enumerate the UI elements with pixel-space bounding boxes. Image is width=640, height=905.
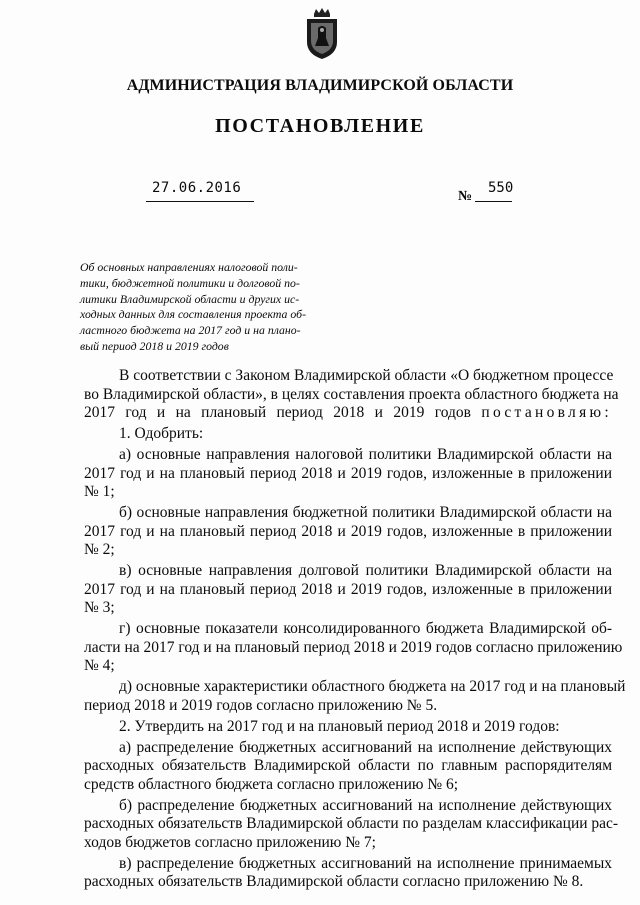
- subject-line: вый период 2018 и 2019 годов: [80, 338, 229, 353]
- body-line: д) основные характеристики областного бюджета на 2017 год и на плановый: [119, 678, 626, 695]
- body-line: 1. Одобрить:: [119, 425, 204, 442]
- body-line: расходных обязательств Владимирской области согласно приложению № 8.: [84, 873, 584, 890]
- item-1g-paragraph: [84, 620, 623, 676]
- subject-line: ластного бюджета на 2017 год и на плано-: [80, 323, 301, 338]
- document-body: [84, 367, 626, 894]
- item-1a-paragraph: [84, 446, 612, 502]
- organization-title: АДМИНИСТРАЦИЯ ВЛАДИМИРСКОЙ ОБЛАСТИ: [126, 77, 514, 94]
- body-line: б) распределение бюджетных ассигнований на исполнение действующих: [119, 796, 612, 814]
- document-subject: [80, 260, 335, 355]
- item-1d-paragraph: [84, 678, 626, 715]
- subject-line: литики Владимирской области и других ис-: [80, 291, 300, 306]
- body-line: 2. Утвердить на 2017 год и на плановый период 2018 и 2019 годов:: [119, 717, 560, 735]
- body-line: № 3;: [84, 599, 115, 616]
- body-line: г) основные показатели консолидированного бюджета Владимирской об-: [119, 620, 612, 637]
- body-line: 2017 год и на плановый период 2018 и 2019 годов, изложенные в приложении: [84, 522, 612, 540]
- subject-line: ходных данных для составления проекта об-: [80, 307, 306, 322]
- body-line: В соответствии с Законом Владимирской области «О бюджетном процессе: [119, 367, 614, 384]
- body-line: б) основные направления бюджетной политики Владимирской области на: [119, 504, 612, 521]
- coat-of-arms-emblem: [305, 8, 339, 60]
- body-line: а) основные направления налоговой политики Владимирской области на: [119, 446, 612, 463]
- subject-line: тики, бюджетной политики и долговой по-: [80, 275, 300, 290]
- body-line: 2017 год и на плановый период 2018 и 2019 годов, изложенные в приложении: [84, 580, 612, 598]
- item-2v-paragraph: [84, 855, 612, 892]
- item-2-heading: [84, 718, 612, 737]
- body-line: № 2;: [84, 541, 115, 558]
- body-line: расходных обязательств Владимирской области по главным распорядителям: [84, 757, 612, 774]
- number-underline: [475, 201, 512, 202]
- document-date: 27.06.2016: [152, 180, 242, 196]
- item-1-heading: [84, 425, 612, 444]
- resolve-word: постановляю:: [481, 404, 613, 421]
- body-line: а) распределение бюджетных ассигнований на исполнение действующих: [119, 738, 612, 756]
- subject-line: Об основных направлениях налоговой поли-: [80, 260, 298, 274]
- body-line: в) основные направления долговой политики Владимирской области на: [119, 562, 612, 579]
- body-line: во Владимирской области», в целях составления проекта областного бюджета на: [84, 385, 619, 403]
- body-line: ласти на 2017 год и на плановый период 2018 и 2019 годов согласно приложению: [84, 638, 623, 656]
- date-underline: [146, 201, 254, 202]
- item-2a-paragraph: [84, 739, 612, 795]
- document-type-title: ПОСТАНОВЛЕНИЕ: [215, 115, 425, 137]
- body-line: средств областного бюджета согласно приложению № 6;: [84, 775, 459, 793]
- body-line: № 1;: [84, 483, 115, 500]
- number-sign: №: [458, 189, 473, 204]
- document-number: 550: [488, 180, 514, 196]
- body-line: № 4;: [84, 657, 115, 674]
- body-line: ходов бюджетов согласно приложению № 7;: [84, 833, 376, 851]
- body-line: в) распределение бюджетных ассигнований на исполнение принимаемых: [119, 854, 612, 872]
- body-line: период 2018 и 2019 годов согласно приложению № 5.: [84, 696, 438, 714]
- item-1v-paragraph: [84, 562, 612, 618]
- item-2b-paragraph: [84, 796, 619, 853]
- preamble-last-text: 2017 год и на плановый период 2018 и 2019 годов: [84, 404, 471, 421]
- body-line: расходных обязательств Владимирской области по разделам классификации рас-: [84, 815, 619, 832]
- item-1b-paragraph: [84, 504, 612, 560]
- body-line: 2017 год и на плановый период 2018 и 2019 годов, изложенные в приложении: [84, 464, 612, 482]
- preamble-paragraph: [84, 367, 619, 423]
- body-line: [84, 404, 612, 423]
